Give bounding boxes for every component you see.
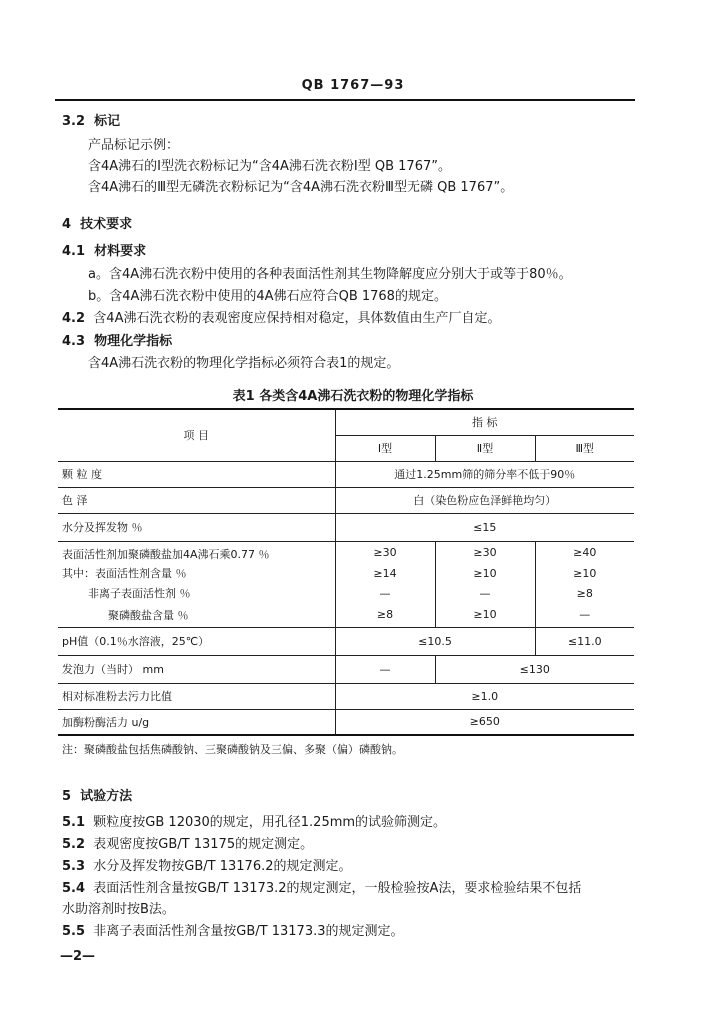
section-number: 5.4 xyxy=(62,881,86,896)
table-row xyxy=(58,461,634,487)
list-item: b。含4A沸石洗衣粉中使用的4A佛石应符合QB 1768的规定。 xyxy=(88,289,447,304)
table-row xyxy=(58,603,634,627)
cell-type-2: ≥10 xyxy=(435,603,535,627)
row-value: 白（染色粉应色泽鲜艳均匀） xyxy=(335,487,634,513)
section-number: 5.3 xyxy=(62,859,86,874)
cell-type-3: ≤11.0 xyxy=(535,627,634,655)
section-title: 技术要求 xyxy=(80,217,133,232)
section-5-heading xyxy=(62,785,132,804)
document-code: QB 1767—93 xyxy=(301,78,405,93)
row-value: ≥1.0 xyxy=(335,683,634,709)
section-4-1-heading xyxy=(62,240,146,259)
row-label: 颗 粒 度 xyxy=(58,461,335,487)
section-text: 水分及挥发物按GB/T 13176.2的规定测定。 xyxy=(93,859,352,874)
type-2: Ⅱ型 xyxy=(435,435,535,461)
section-title: 材料要求 xyxy=(94,244,147,259)
section-5-5 xyxy=(62,920,404,939)
table-row xyxy=(58,563,634,583)
section-5-2 xyxy=(62,833,313,852)
row-label: 相对标准粉去污力比值 xyxy=(58,683,335,709)
row-label: pH值（0.1％水溶液，25℃） xyxy=(58,627,335,655)
section-title: 试验方法 xyxy=(80,789,133,804)
section-number: 5.1 xyxy=(62,815,86,830)
table-header-row xyxy=(58,409,634,435)
row-label: 水分及挥发物 ％ xyxy=(58,513,335,541)
section-5-1 xyxy=(62,811,446,830)
section-number: 4.3 xyxy=(62,334,86,349)
spec-table xyxy=(58,408,634,736)
section-number: 4.2 xyxy=(62,311,86,326)
row-label: 非离子表面活性剂 ％ xyxy=(88,587,191,600)
cell-type-2: — xyxy=(435,583,535,603)
paragraph-line: 含4A沸石的Ⅰ型洗衣粉标记为“含4A沸石洗衣粉Ⅰ型 QB 1767”。 xyxy=(88,159,451,174)
cell-type-3: ≥40 xyxy=(535,541,634,563)
row-label: 发泡力（当时） mm xyxy=(58,655,335,683)
row-value: 通过1.25mm筛的筛分率不低于90％ xyxy=(335,461,634,487)
cell-type-2-3: ≤130 xyxy=(435,655,634,683)
paragraph-line: 含4A沸石的Ⅲ型无磷洗衣粉标记为“含4A沸石洗衣粉Ⅲ型无磷 QB 1767”。 xyxy=(88,180,514,195)
cell-type-1: ≥14 xyxy=(335,563,435,583)
section-number: 4 xyxy=(62,217,72,232)
cell-type-1: ≥30 xyxy=(335,541,435,563)
table-row xyxy=(58,655,634,683)
section-text: 表面活性剂含量按GB/T 13173.2的规定测定，一般检验按A法，要求检验结果不包括 xyxy=(93,881,582,896)
table-row xyxy=(58,583,634,603)
type-3: Ⅲ型 xyxy=(535,435,634,461)
header-item: 项 目 xyxy=(58,409,335,461)
table-row xyxy=(58,627,634,655)
table-row xyxy=(58,683,634,709)
section-4-3-heading xyxy=(62,330,172,349)
section-text: 非离子表面活性剂含量按GB/T 13173.3的规定测定。 xyxy=(93,924,404,939)
cell-type-1: — xyxy=(335,583,435,603)
section-4-heading xyxy=(62,213,132,232)
table-row xyxy=(58,513,634,541)
section-5-4 xyxy=(62,877,581,896)
list-item: a。含4A沸石洗衣粉中使用的各种表面活性剂其生物降解度应分别大于或等于80％。 xyxy=(88,267,572,282)
page-number: —2— xyxy=(60,949,96,964)
cell-type-3: ≥10 xyxy=(535,563,634,583)
cell-type-2: ≥10 xyxy=(435,563,535,583)
header-index: 指 标 xyxy=(335,409,634,435)
paragraph-line: 含4A沸石洗衣粉的物理化学指标必须符合表1的规定。 xyxy=(88,356,400,371)
section-text: 含4A沸石洗衣粉的表观密度应保持相对稳定，具体数值由生产厂自定。 xyxy=(93,311,501,326)
header-rule xyxy=(55,99,635,101)
section-5-4-continued: 水助溶剂时按B法。 xyxy=(62,902,175,917)
section-title: 标记 xyxy=(94,114,121,129)
cell-type-1: — xyxy=(335,655,435,683)
cell-type-3: — xyxy=(535,603,634,627)
paragraph-line: 产品标记示例： xyxy=(88,138,180,153)
row-value: ≥650 xyxy=(335,709,634,735)
row-label: 聚磷酸盐含量 ％ xyxy=(108,608,189,622)
row-label: 加酶粉酶活力 u/g xyxy=(58,709,335,735)
row-label: 表面活性剂加聚磷酸盐加4A沸石乘0.77 ％ xyxy=(58,541,335,563)
table-note: 注：聚磷酸盐包括焦磷酸钠、三聚磷酸钠及三偏、多聚（偏）磷酸钠。 xyxy=(62,743,403,756)
row-value: ≤15 xyxy=(335,513,634,541)
section-4-2 xyxy=(62,307,500,326)
section-5-3 xyxy=(62,855,352,874)
section-number: 4.1 xyxy=(62,244,86,259)
section-title: 物理化学指标 xyxy=(94,334,173,349)
section-number: 5.2 xyxy=(62,837,86,852)
section-text: 表观密度按GB/T 13175的规定测定。 xyxy=(93,837,314,852)
row-label: 其中：表面活性剂含量 ％ xyxy=(62,567,187,580)
section-number: 5 xyxy=(62,789,72,804)
row-label: 色 泽 xyxy=(58,487,335,513)
section-number: 5.5 xyxy=(62,924,86,939)
table-row xyxy=(58,709,634,735)
section-text: 颗粒度按GB 12030的规定，用孔径1.25mm的试验筛测定。 xyxy=(93,815,447,830)
table-row xyxy=(58,541,634,563)
table-row xyxy=(58,487,634,513)
type-1: Ⅰ型 xyxy=(335,435,435,461)
section-3-2-heading xyxy=(62,110,120,129)
cell-type-1: ≥8 xyxy=(335,603,435,627)
table-title: 表1 各类含4A沸石洗衣粉的物理化学指标 xyxy=(232,389,474,404)
cell-type-3: ≥8 xyxy=(535,583,634,603)
cell-type-1-2: ≤10.5 xyxy=(335,627,535,655)
cell-type-2: ≥30 xyxy=(435,541,535,563)
section-number: 3.2 xyxy=(62,114,86,129)
